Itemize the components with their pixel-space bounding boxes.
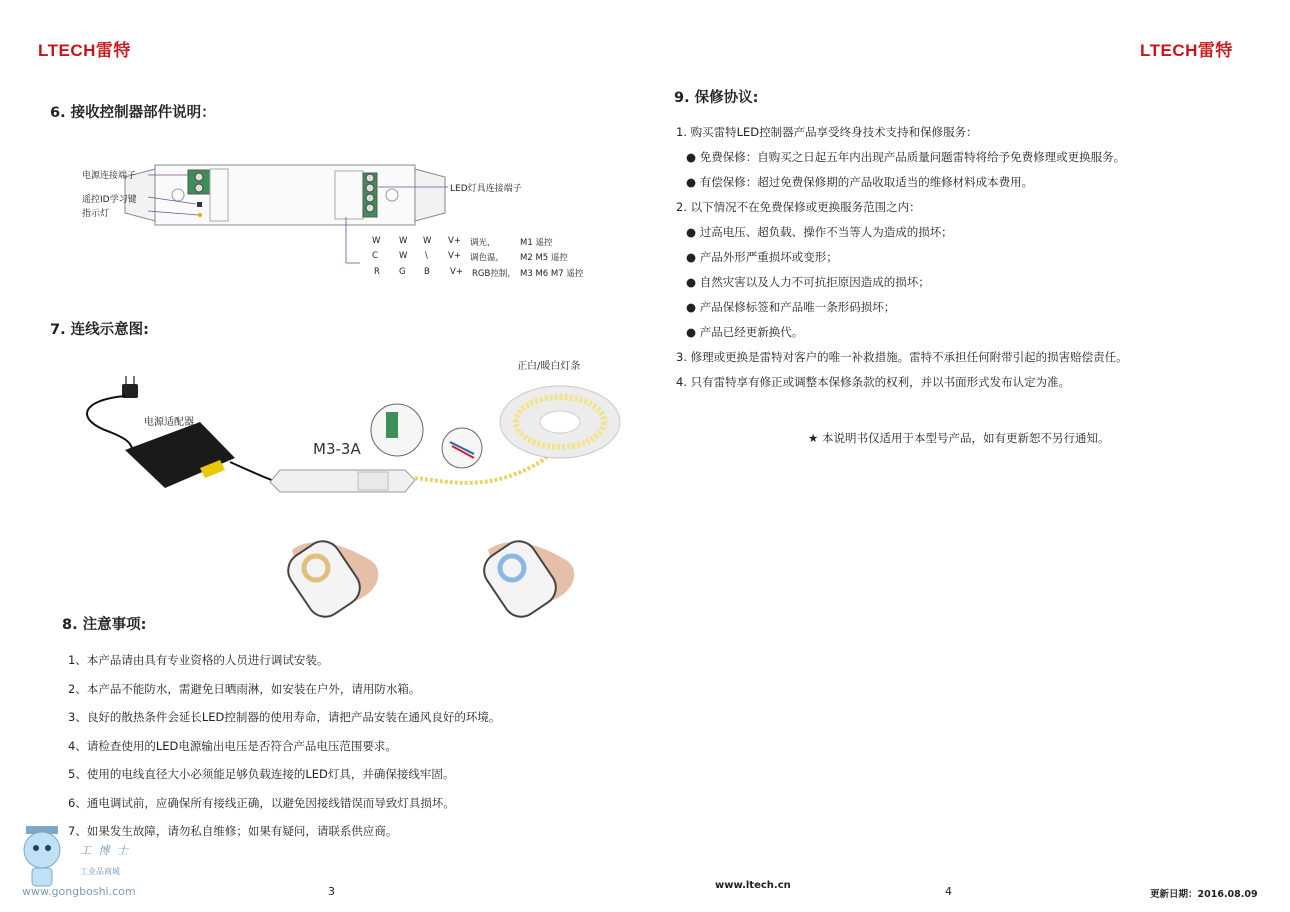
page-number-right: 4	[945, 885, 952, 898]
power-adapter-icon	[125, 422, 235, 488]
ltech-logo-right: LTECH雷特	[1140, 41, 1233, 60]
cell: W	[399, 236, 408, 246]
warranty-item: ● 产品外形严重损坏或变形；	[686, 250, 838, 264]
warranty-item: ● 过高电压、超负载、操作不当等人为造成的损坏；	[686, 225, 953, 239]
warranty-item: 4. 只有雷特享有修正或调整本保修条款的权利，并以书面形式发布认定为准。	[676, 375, 1071, 389]
warranty-item: ● 自然灾害以及人力不可抗拒原因造成的损坏；	[686, 275, 930, 289]
footer-site: www.ltech.cn	[715, 880, 791, 891]
note-item: 2、本产品不能防水，需避免日晒雨淋，如安装在户外，请用防水箱。	[68, 682, 421, 696]
note-item: 4、请检查使用的LED电源输出电压是否符合产品电压范围要求。	[68, 739, 397, 753]
label-power-terminal: 电源连接端子	[82, 171, 137, 181]
cell: \	[425, 251, 428, 261]
cell: C	[372, 251, 378, 261]
wiring-row	[372, 267, 612, 282]
cell: M3 M6 M7 遥控	[520, 269, 584, 279]
remote-left-icon	[281, 534, 378, 620]
note-item: 1、本产品请由具有专业资格的人员进行调试安装。	[68, 653, 329, 667]
warranty-item: 3. 修理或更换是雷特对客户的唯一补救措施。雷特不承担任何附带引起的损害赔偿责任。	[676, 350, 1128, 364]
ltech-logo-left: LTECH雷特	[38, 41, 131, 60]
warranty-item: ● 有偿保修：超过免费保修期的产品收取适当的维修材料成本费用。	[686, 175, 1034, 189]
label-id-key: 遥控ID学习键	[82, 195, 137, 205]
wiring-illustration	[70, 370, 630, 620]
controller-icon	[270, 470, 415, 492]
watermark-sub: 工业品商城	[80, 867, 120, 876]
wiring-table	[372, 236, 612, 282]
wiring-row	[372, 251, 612, 267]
cell: W	[372, 236, 381, 246]
cell: B	[424, 267, 430, 277]
label-power-adapter: 电源适配器	[144, 417, 194, 428]
mascot-icon	[14, 822, 74, 892]
page-number-left: 3	[328, 885, 335, 898]
cell: R	[374, 267, 380, 277]
remote-right-icon	[477, 534, 574, 620]
cell: V+	[448, 236, 461, 246]
cell: W	[399, 251, 408, 261]
label-led-terminal: LED灯具连接端子	[450, 184, 522, 194]
section-9-title: 9. 保修协议:	[674, 90, 759, 106]
cell: G	[399, 267, 406, 277]
note-item: 6、通电调试前，应确保所有接线正确，以避免因接线错误而导致灯具损坏。	[68, 796, 455, 810]
label-led-strip: 正白/暖白灯条	[517, 361, 581, 372]
cell: M1 遥控	[520, 238, 553, 248]
cell: RGB控制，	[472, 269, 516, 279]
watermark-site: www.gongboshi.com	[22, 885, 136, 898]
cell: 调光，	[470, 238, 496, 248]
cell: M2 M5 遥控	[520, 253, 568, 263]
cell: W	[423, 236, 432, 246]
note-item: 7、如果发生故障，请勿私自维修；如果有疑问，请联系供应商。	[68, 824, 398, 838]
label-indicator: 指示灯	[82, 209, 110, 219]
section-6-title: 6. 接收控制器部件说明：	[50, 105, 216, 121]
note-item: 3、良好的散热条件会延长LED控制器的使用寿命，请把产品安装在通风良好的环境。	[68, 710, 501, 724]
cell: V+	[450, 267, 463, 277]
warranty-item: ● 产品已经更新换代。	[686, 325, 804, 339]
warranty-item: ● 免费保修：自购买之日起五年内出现产品质量问题雷特将给予免费修理或更换服务。	[686, 150, 1126, 164]
cell: 调色温，	[470, 253, 505, 263]
update-date: 更新日期：2016.08.09	[1150, 889, 1258, 900]
warranty-item: 2. 以下情况不在免费保修或更换服务范围之内：	[676, 200, 921, 214]
label-model: M3-3A	[313, 440, 361, 458]
note-item: 5、使用的电线直径大小必须能足够负载连接的LED灯具，并确保接线牢固。	[68, 767, 455, 781]
warranty-item: 1. 购买雷特LED控制器产品享受终身技术支持和保修服务：	[676, 125, 978, 139]
cell: V+	[448, 251, 461, 261]
section-8-title: 8. 注意事项:	[62, 617, 147, 633]
warranty-item: ● 产品保修标签和产品唯一条形码损坏；	[686, 300, 896, 314]
notice-text: ★ 本说明书仅适用于本型号产品，如有更新恕不另行通知。	[808, 431, 1110, 445]
section-7-title: 7. 连线示意图:	[50, 322, 149, 338]
watermark-brand: 工 博 士	[80, 844, 130, 857]
wiring-row	[372, 236, 612, 251]
